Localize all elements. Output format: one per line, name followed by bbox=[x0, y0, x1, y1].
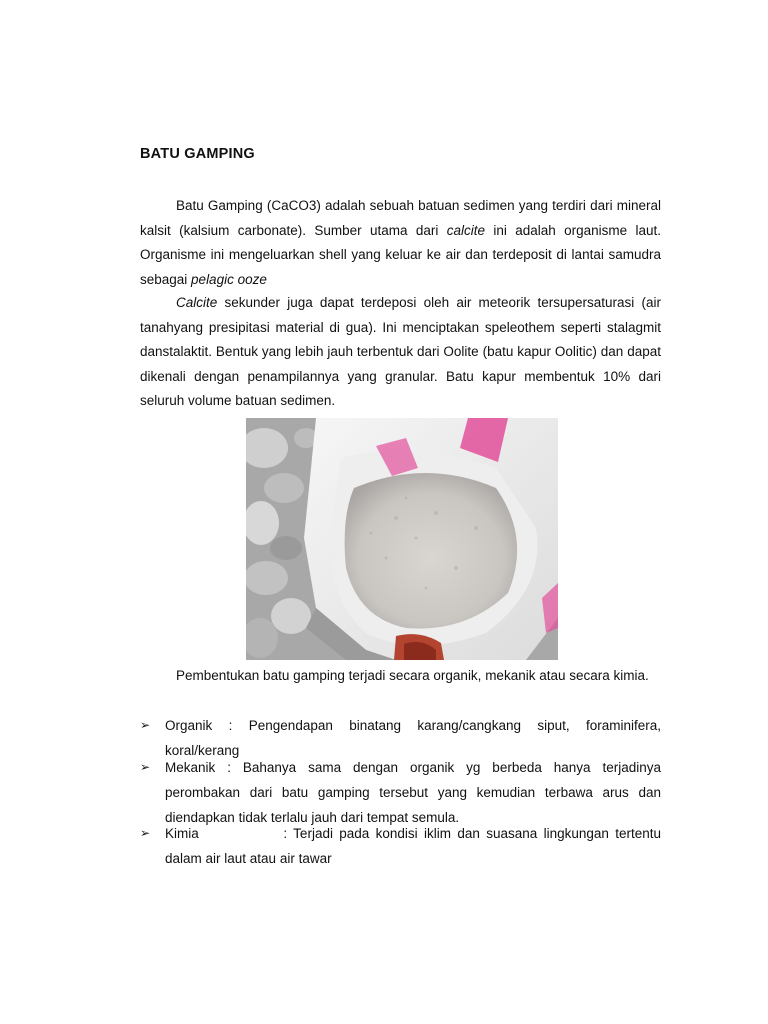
arrow-bullet-icon: ➢ bbox=[140, 760, 151, 774]
document-title: BATU GAMPING bbox=[140, 146, 255, 162]
paragraph-formation-text: Pembentukan batu gamping terjadi secara organik, mekanik atau secara kimia. bbox=[176, 668, 649, 683]
bullet-head-organik: Organik bbox=[165, 718, 213, 733]
paragraph-intro-text-1: Batu Gamping (CaCO3) adalah sebuah batuan sedimen yang terdiri dari mineral kalsit (kalsium carbonate). Sumber utama dari bbox=[140, 198, 661, 238]
paragraph-formation bbox=[140, 664, 661, 689]
paragraph-intro bbox=[140, 194, 661, 292]
list-item-organik bbox=[140, 713, 661, 758]
pelagic-ooze-term: pelagic ooze bbox=[191, 271, 267, 287]
bullet-text-mekanik: : Bahanya sama dengan organik yg berbeda hanya terjadinya perombakan dari batu gamping tersebut yang kemudian terbawa arus dan diendapkan tidak terlalu jauh dari tempat semula. bbox=[165, 760, 661, 825]
list-item-mekanik bbox=[140, 755, 661, 825]
paragraph-intro-text-2: ini adalah organisme laut. Organisme ini mengeluarkan shell yang keluar ke air dan terdeposit di lantai samudra sebagai bbox=[140, 222, 661, 287]
list-item-kimia bbox=[140, 821, 661, 871]
arrow-bullet-icon: ➢ bbox=[140, 718, 151, 732]
limestone-photo bbox=[246, 418, 558, 660]
bullet-head-mekanik: Mekanik bbox=[165, 760, 216, 775]
paragraph-secondary-calcite bbox=[140, 291, 661, 414]
paragraph-secondary-text: sekunder juga dapat terdeposi oleh air meteorik tersupersaturasi (air tanahyang presipitasi material di gua). Ini menciptakan speleothem seperti stalagmit danstalaktit. Bentuk yang lebih jauh terbentuk dari Oolite (batu kapur Oolitic) dan dapat dikenali dengan penampilannya yang granular. Batu kapur membentuk 10% dari seluruh volume batuan sedimen. bbox=[140, 295, 661, 408]
bullet-text-organik: : Pengendapan binatang karang/cangkang siput, foraminifera, koral/kerang bbox=[165, 718, 661, 758]
bullet-text-kimia: : Terjadi pada kondisi iklim dan suasana lingkungan tertentu dalam air laut atau air tawar bbox=[165, 826, 661, 866]
bullet-head-kimia: Kimia bbox=[165, 826, 199, 841]
calcite-term: calcite bbox=[446, 222, 485, 238]
formation-list bbox=[140, 713, 661, 871]
arrow-bullet-icon: ➢ bbox=[140, 826, 151, 840]
calcite-term-2: Calcite bbox=[176, 295, 218, 310]
limestone-photo-image bbox=[246, 418, 558, 660]
